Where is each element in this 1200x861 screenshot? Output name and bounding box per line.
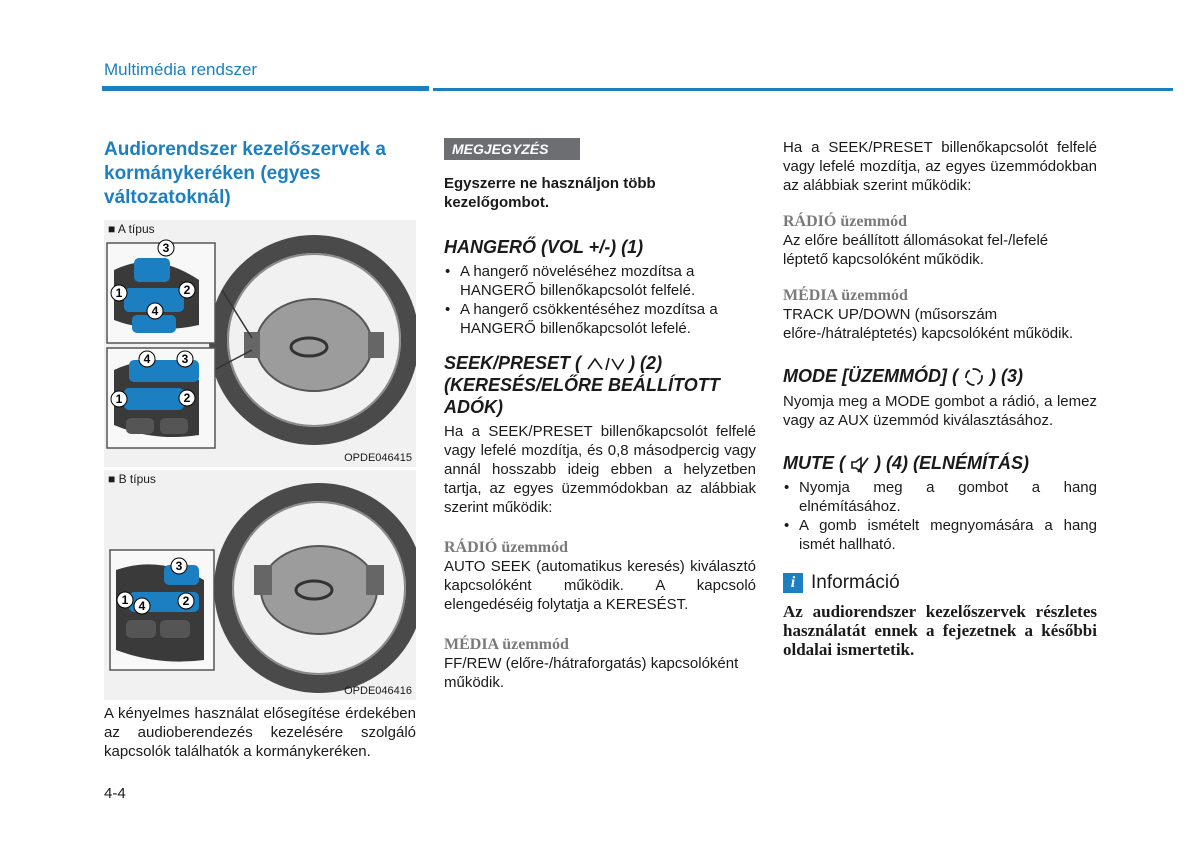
svg-text:4: 4 — [138, 599, 146, 613]
note-label: MEGJEGYZÉS — [444, 138, 580, 160]
figure-b-tag: ■ B típus — [108, 472, 156, 486]
mode-icon — [963, 366, 985, 388]
mute-heading-part-b: ) (4) (ELNÉMÍTÁS) — [875, 453, 1030, 474]
svg-text:3: 3 — [181, 352, 189, 366]
right-column — [783, 138, 1097, 659]
list-item: • A hangerő növeléséhez mozdítsa a HANGERŐ billenőkapcsolót felfelé. — [444, 262, 756, 300]
radio-mode-heading: RÁDIÓ üzemmód — [783, 213, 907, 230]
vol-heading: HANGERŐ (VOL +/-) (1) — [444, 237, 644, 257]
seek-up-down-icon — [586, 356, 624, 372]
mute-icon — [850, 456, 870, 474]
info-title: Információ — [811, 572, 900, 594]
svg-text:3: 3 — [175, 559, 183, 573]
list-item: • A hangerő csökkentéséhez mozdítsa a HANGERŐ billenőkapcsolót lefelé. — [444, 300, 756, 338]
left-column — [104, 138, 416, 761]
mode-heading-part-a: MODE [ÜZEMMÓD] ( — [783, 366, 958, 386]
radio-mode-text: Az előre beállított állomásokat fel-/lefelé léptető kapcsolóként működik. — [783, 232, 1049, 268]
svg-text:1: 1 — [115, 286, 123, 300]
svg-text:1: 1 — [121, 593, 129, 607]
svg-text:4: 4 — [143, 352, 151, 366]
info-text: Az audiorendszer kezelőszervek részletes használatát ennek a fejezetnek a későbbi oldalai ismertetik. — [783, 602, 1097, 660]
mode-heading-part-b: ) (3) — [990, 366, 1024, 386]
mute-list — [783, 478, 1097, 554]
info-icon: i — [783, 573, 803, 593]
seek-heading-part-a: SEEK/PRESET ( — [444, 353, 582, 373]
svg-text:2: 2 — [183, 283, 191, 297]
seek-heading-part-c: (KERESÉS/ELŐRE BEÁLLÍTOTT ADÓK) — [444, 375, 720, 417]
note-text: Egyszerre ne használjon több kezelőgombot. — [444, 175, 656, 211]
svg-text:2: 2 — [183, 391, 191, 405]
figure-b-code: OPDE046416 — [344, 685, 412, 697]
mute-heading-part-a: MUTE ( — [783, 453, 845, 474]
page-number: 4-4 — [104, 785, 126, 802]
media-mode-heading: MÉDIA üzemmód — [783, 287, 908, 304]
seek-heading-part-b: ) (2) — [629, 353, 663, 373]
figure-a-code: OPDE046415 — [344, 452, 412, 464]
list-item: • A gomb ismételt megnyomására a hang ismét hallható. — [783, 516, 1097, 554]
radio-mode-heading: RÁDIÓ üzemmód — [444, 539, 568, 556]
info-header — [783, 572, 1097, 594]
media-mode-text: FF/REW (előre-/hátraforgatás) kapcsolóként működik. — [444, 655, 739, 691]
right-intro: Ha a SEEK/PRESET billenőkapcsolót felfelé vagy lefelé mozdítja, az egyes üzemmódokban az alábbiak szerint működik: — [783, 139, 1097, 194]
middle-column — [444, 138, 756, 692]
header-rule-right — [433, 88, 1173, 91]
svg-text:4: 4 — [151, 304, 159, 318]
list-item: • Nyomja meg a gombot a hang elnémításához. — [783, 478, 1097, 516]
section-header: Multimédia rendszer — [104, 60, 258, 79]
seek-text: Ha a SEEK/PRESET billenőkapcsolót felfelé vagy lefelé mozdítja, és 0,8 másodpercig vagy annál hosszabb ideig ebben a helyzetben tartja, az egyes üzemmódokban az alábbiak szerint működik: — [444, 423, 756, 516]
steering-wheel-illustration-a — [104, 220, 416, 467]
radio-mode-text: AUTO SEEK (automatikus keresés) kiválasztó kapcsolóként működik. A kapcsoló elengedéséig folytatja a KERESÉST. — [444, 558, 756, 613]
header-rule-left — [102, 86, 429, 91]
media-mode-heading: MÉDIA üzemmód — [444, 636, 569, 653]
svg-text:2: 2 — [182, 594, 190, 608]
svg-text:1: 1 — [115, 392, 123, 406]
mode-heading — [783, 365, 1097, 388]
figure-a-tag: ■ A típus — [108, 222, 155, 236]
mute-heading — [783, 452, 1097, 474]
figure-type-b — [104, 470, 416, 700]
mode-text: Nyomja meg a MODE gombot a rádió, a lemez vagy az AUX üzemmód kiválasztásához. — [783, 393, 1097, 430]
intro-caption: A kényelmes használat elősegítése érdekében az audioberendezés kezelésére szolgáló kapcsolók találhatók a kormánykeréken. — [104, 705, 416, 760]
svg-text:3: 3 — [162, 241, 170, 255]
vol-list — [444, 262, 756, 338]
seek-heading — [444, 352, 756, 418]
media-mode-text: TRACK UP/DOWN (műsorszám előre-/hátraléptetés) kapcsolóként működik. — [783, 306, 1074, 342]
figure-type-a — [104, 220, 416, 467]
steering-wheel-illustration-b — [104, 470, 416, 700]
section-title: Audiorendszer kezelőszervek a kormánykeréken (egyes változatoknál) — [104, 139, 386, 208]
